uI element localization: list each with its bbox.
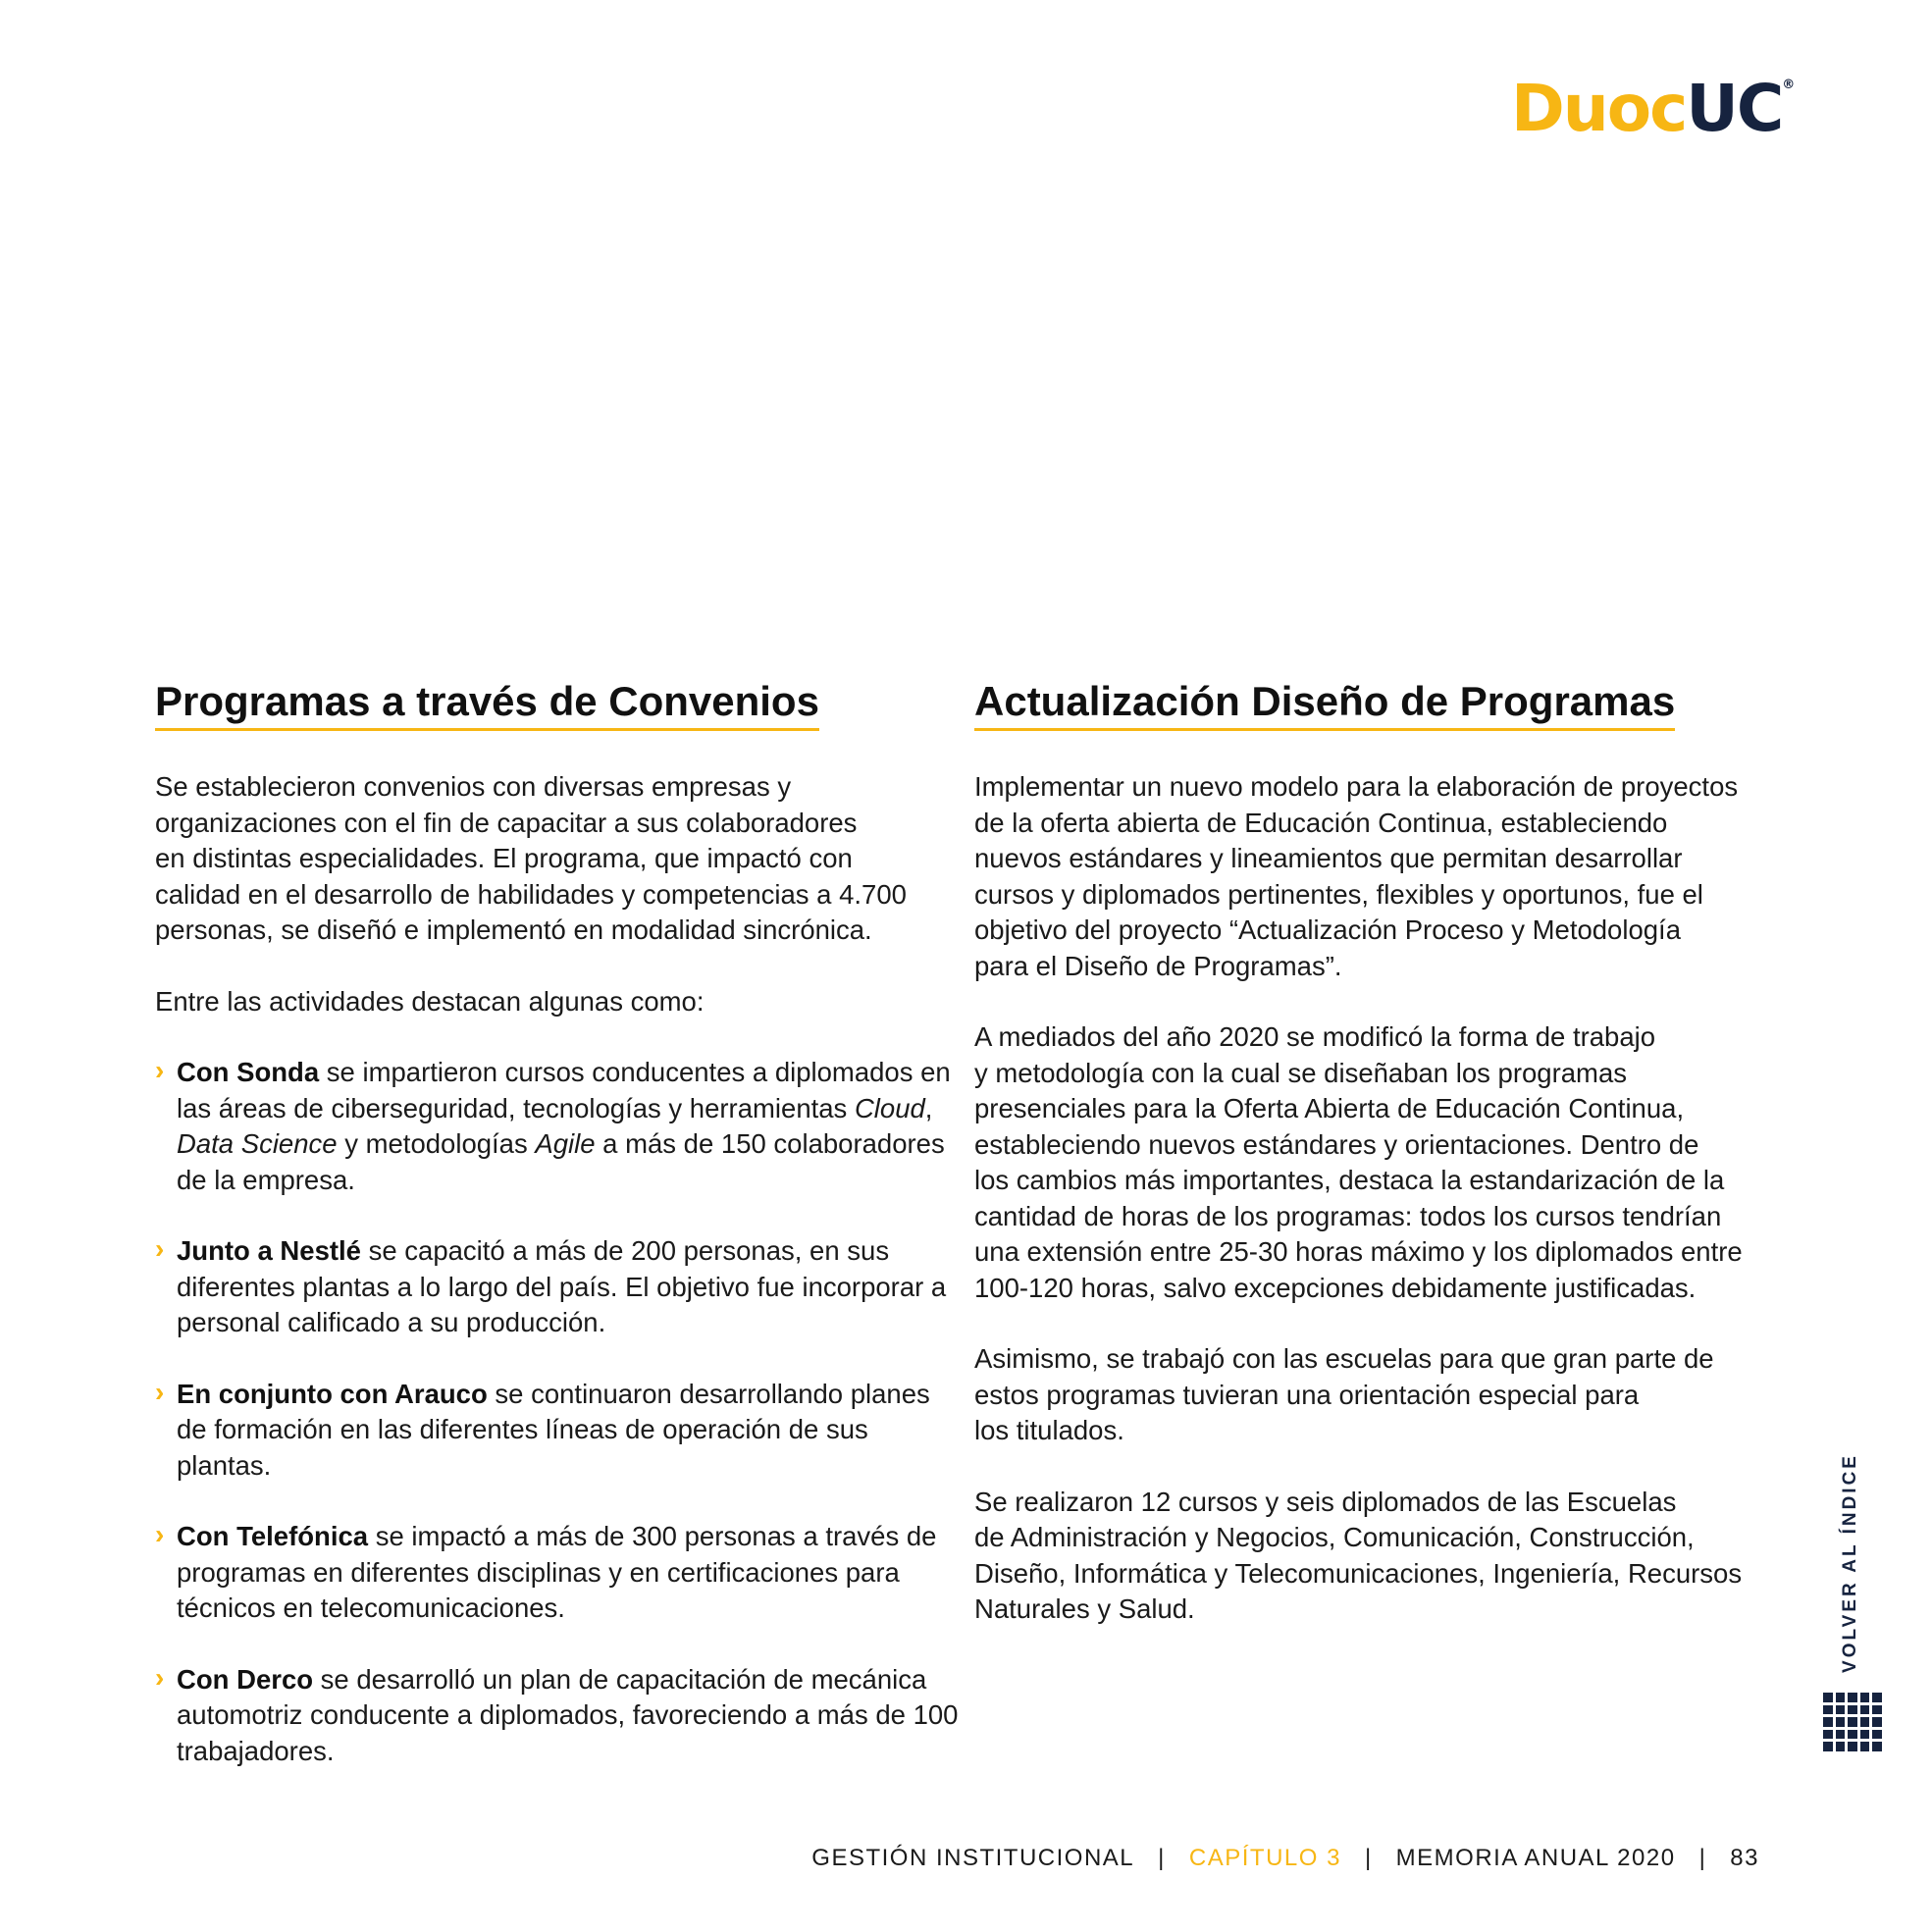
- grid-icon[interactable]: [1823, 1693, 1882, 1751]
- section-heading-convenios: Programas a través de Convenios: [155, 677, 819, 731]
- lead-paragraph: Entre las actividades destacan algunas como:: [155, 985, 705, 1017]
- bullet-text: se impactó a más de 300 personas a través de programas en diferentes disciplinas y en certificaciones para técnicos en telecomunicaciones.: [177, 1521, 937, 1623]
- logo-uc: UC: [1686, 71, 1783, 146]
- page-footer: [811, 1845, 1759, 1872]
- intro-paragraph: Se establecieron convenios con diversas empresas y organizaciones con el fin de capacitar a sus colaboradores en distintas especialidades. El programa, que impactó con calidad en el desarrollo de habilidades y competencias a 4.700 personas, se diseñó e implementó en modalidad sincrónica.: [155, 771, 907, 945]
- back-to-index-link[interactable]: [1820, 1452, 1881, 1758]
- bullet-text: y metodologías: [337, 1128, 536, 1159]
- bullet-italic: Agile: [535, 1128, 596, 1159]
- bullet-bold: Con Sonda: [177, 1057, 320, 1087]
- chevron-right-icon: ›: [155, 1519, 165, 1549]
- bullet-derco: [155, 1662, 960, 1770]
- logo-duoc: Duoc: [1511, 71, 1687, 146]
- bullet-nestle: [155, 1233, 960, 1341]
- footer-chapter: CAPÍTULO 3: [1188, 1845, 1341, 1871]
- bullet-text: se continuaron desarrollando planes de formación en las diferentes líneas de operación de sus plantas.: [177, 1378, 930, 1481]
- bullet-text: ,: [924, 1092, 933, 1123]
- left-column: [155, 677, 960, 1804]
- bullet-bold: Junto a Nestlé: [177, 1235, 361, 1266]
- bullet-bold: Con Derco: [177, 1663, 314, 1695]
- chevron-right-icon: ›: [155, 1661, 165, 1693]
- back-to-index-label[interactable]: VOLVER AL ÍNDICE: [1840, 1452, 1861, 1673]
- section-heading-actualizacion: Actualización Diseño de Programas: [974, 677, 1675, 731]
- bullet-text: se desarrolló un plan de capacitación de mecánica automotriz conducente a diplomados, favoreciendo a más de 100 trabajadores.: [177, 1663, 959, 1766]
- page-number: 83: [1730, 1845, 1759, 1871]
- bullet-bold: Con Telefónica: [177, 1521, 369, 1551]
- bullet-text: se impartieron cursos conducentes a diplomados en las áreas de ciberseguridad, tecnologías y herramientas: [177, 1057, 951, 1123]
- right-column: [974, 677, 1779, 1663]
- footer-section: GESTIÓN INSTITUCIONAL: [811, 1845, 1135, 1871]
- body-paragraph: Se realizaron 12 cursos y seis diplomados de las Escuelas de Administración y Negocios, Comunicación, Construcción, Diseño, Informática y Telecomunicaciones, Ingeniería, Recursos Naturales y Salud.: [974, 1486, 1743, 1624]
- bullet-bold: En conjunto con Arauco: [177, 1378, 488, 1409]
- body-paragraph: Implementar un nuevo modelo para la elaboración de proyectos de la oferta abierta de Educación Continua, estableciendo nuevos estándares y lineamientos que permitan desarrollar cursos y diplomados pertinentes, flexibles y oportunos, fue el objetivo del proyecto “Actualización Proceso y Metodología para el Diseño de Programas”.: [974, 771, 1739, 981]
- bullet-italic: Data Science: [177, 1128, 338, 1159]
- chevron-right-icon: ›: [155, 1376, 165, 1407]
- bullet-italic: Cloud: [854, 1092, 925, 1123]
- bullet-telefonica: [155, 1519, 960, 1627]
- footer-separator: |: [1698, 1845, 1707, 1871]
- chevron-right-icon: ›: [155, 1055, 165, 1085]
- bullet-text: se capacitó a más de 200 personas, en sus diferentes plantas a lo largo del país. El objetivo fue incorporar a personal calificado a su producción.: [177, 1235, 947, 1337]
- bullet-text: a más de 150 colaboradores de la empresa.: [177, 1128, 945, 1195]
- footer-separator: |: [1158, 1845, 1166, 1871]
- bullet-sonda: [155, 1055, 960, 1198]
- footer-separator: |: [1364, 1845, 1373, 1871]
- duoc-uc-logo: [1511, 71, 1796, 146]
- chevron-right-icon: ›: [155, 1233, 165, 1264]
- bullet-arauco: [155, 1377, 960, 1485]
- logo-registered-mark: ®: [1782, 78, 1796, 92]
- body-paragraph: Asimismo, se trabajó con las escuelas para que gran parte de estos programas tuvieran una orientación especial para los titulados.: [974, 1343, 1714, 1445]
- back-to-index-label-wrap[interactable]: [1820, 1452, 1881, 1673]
- footer-report-title: MEMORIA ANUAL 2020: [1395, 1845, 1676, 1871]
- body-paragraph: A mediados del año 2020 se modificó la forma de trabajo y metodología con la cual se diseñaban los programas presenciales para la Oferta Abierta de Educación Continua, estableciendo nuevos estándares y orientaciones. Dentro de los cambios más importantes, destaca la estandarización de la cantidad de horas de los programas: todos los cursos tendrían una extensión entre 25-30 horas máximo y los diplomados entre 100-120 horas, salvo excepciones debidamente justificadas.: [974, 1021, 1743, 1303]
